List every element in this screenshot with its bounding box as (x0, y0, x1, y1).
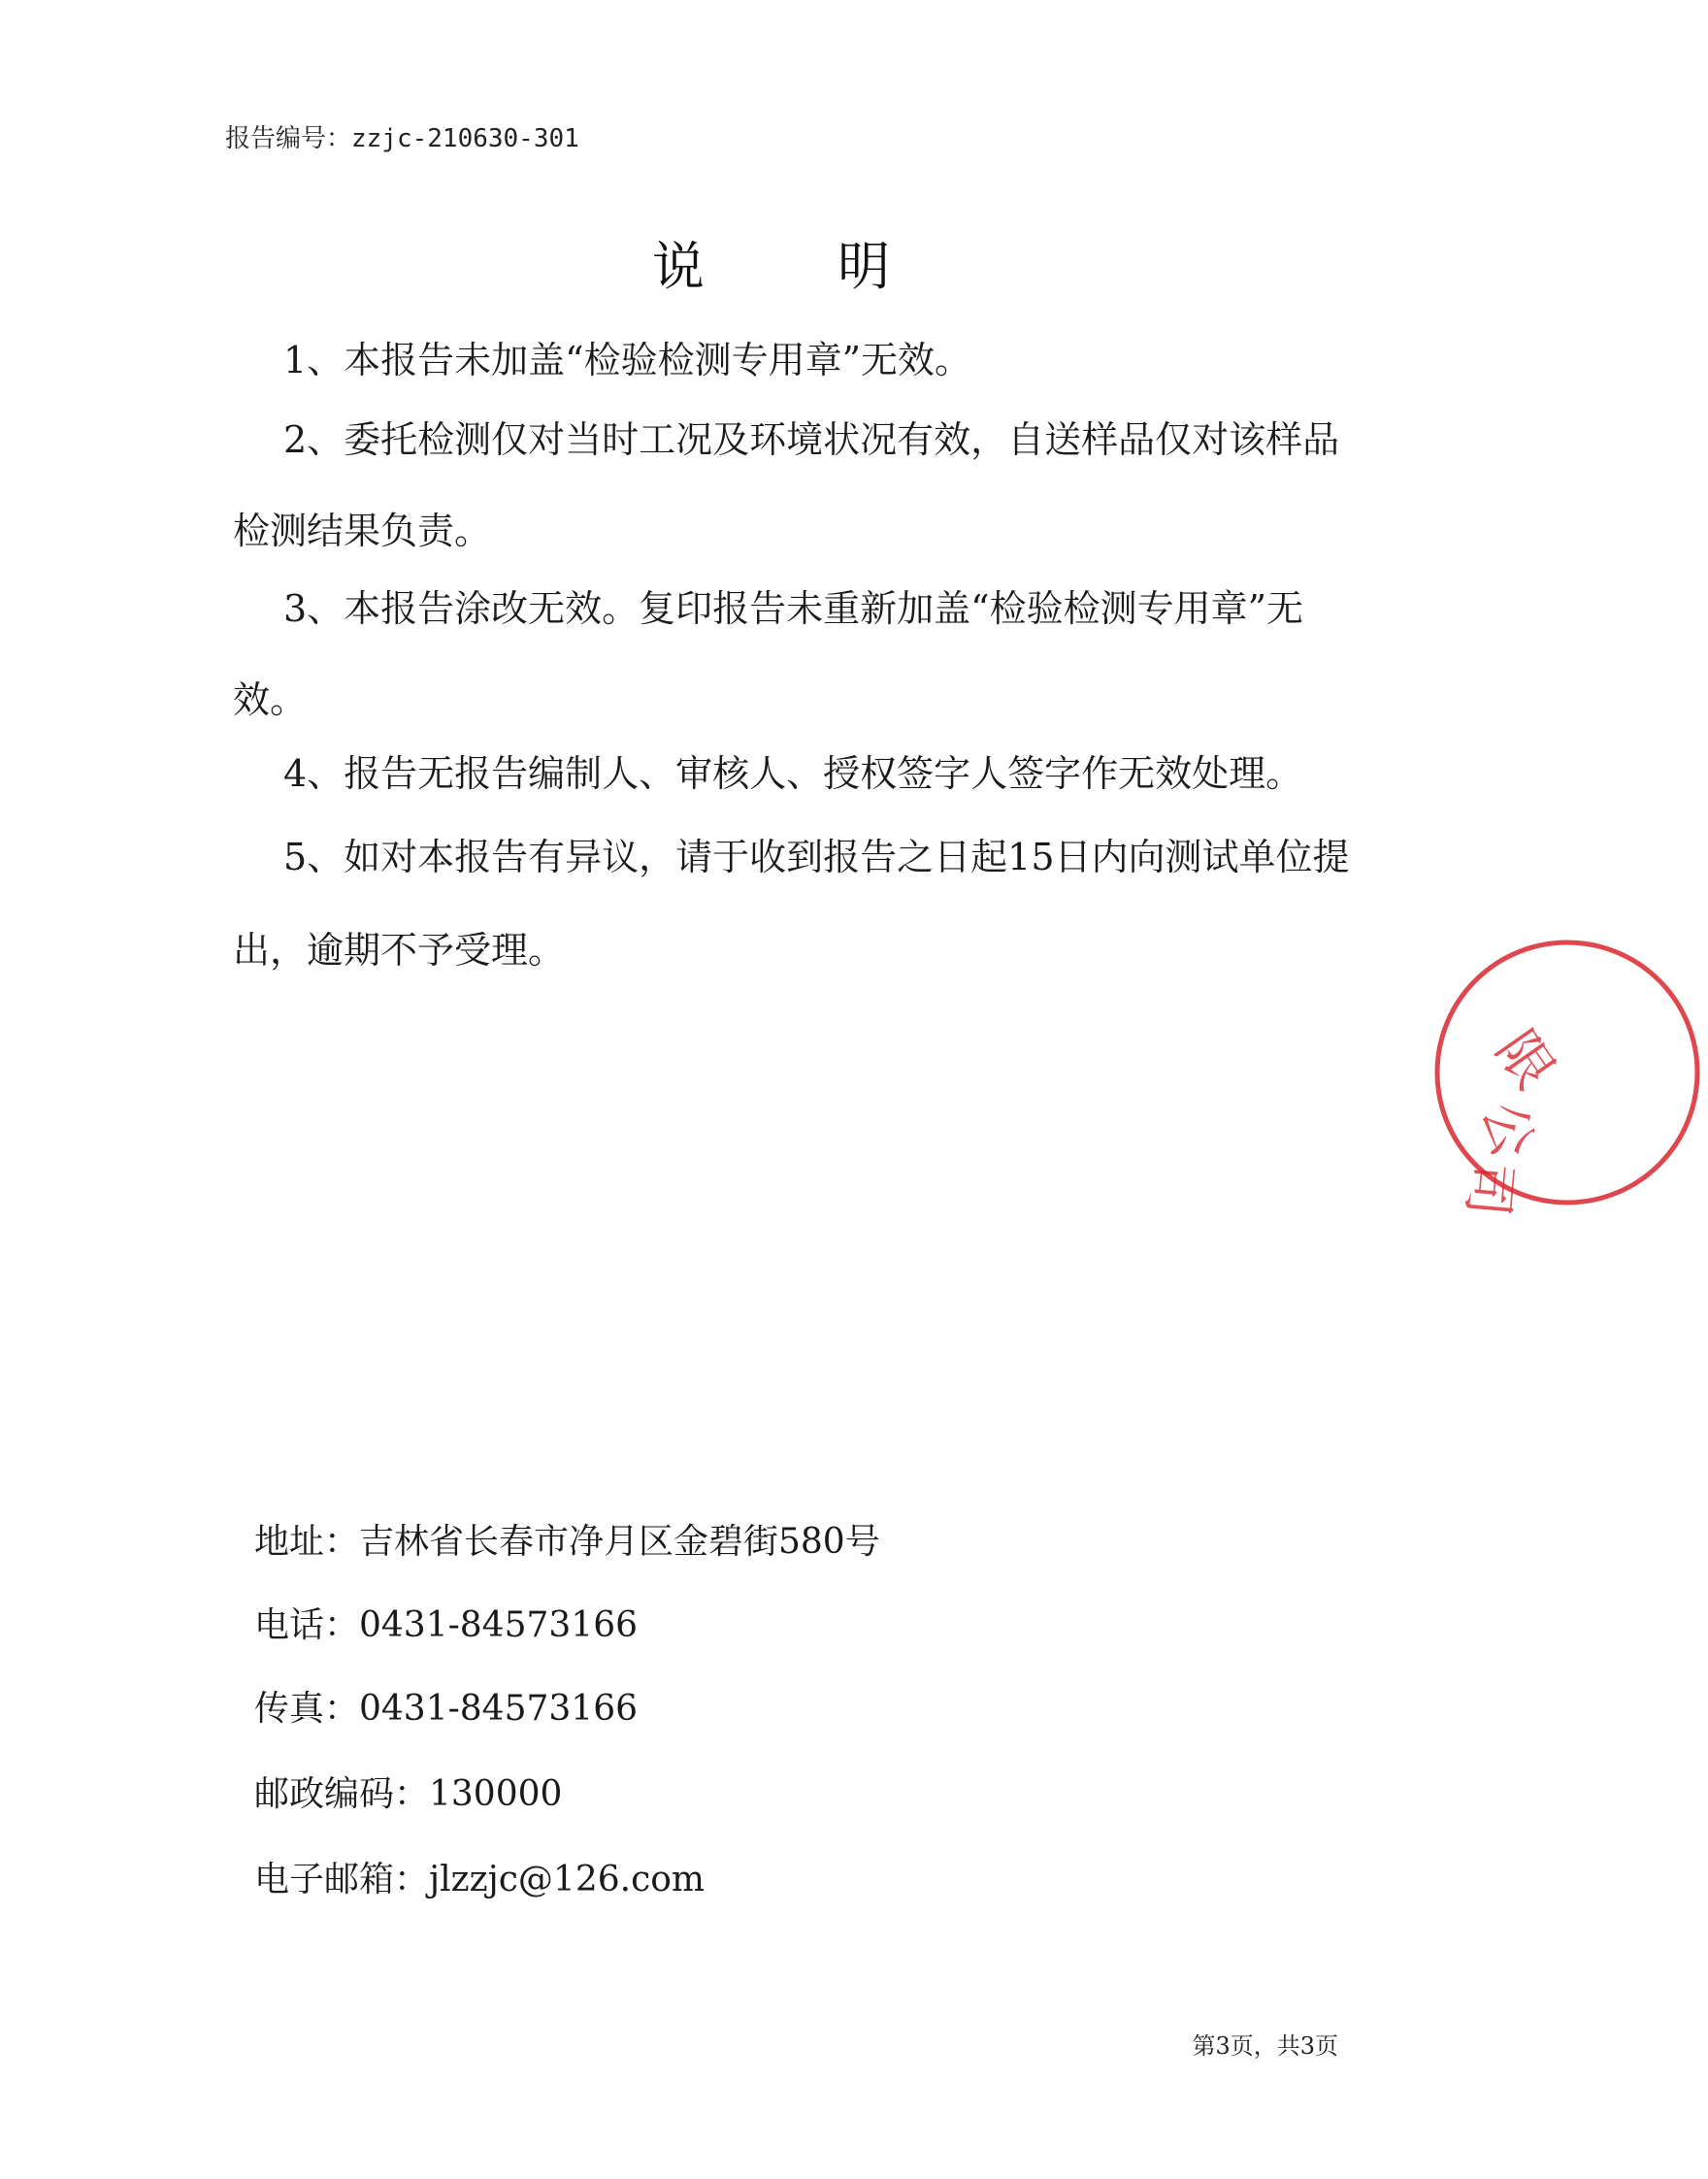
contact-phone: 电话：0431-84573166 (254, 1605, 639, 1645)
note-2-line-1: 2、委托检测仅对当时工况及环境状况有效，自送样品仅对该样品 (283, 418, 1340, 461)
svg-text:限: 限 (1483, 1019, 1566, 1101)
report-number: 报告编号：zzjc-210630-301 (225, 124, 579, 153)
note-3-line-1: 3、本报告涂改无效。复印报告未重新加盖“检验检测专用章”无 (283, 587, 1304, 630)
note-1: 1、本报告未加盖“检验检测专用章”无效。 (283, 339, 972, 381)
svg-text:司: 司 (1455, 1159, 1523, 1220)
contact-postcode: 邮政编码：130000 (254, 1774, 563, 1814)
page-title: 说 明 (651, 236, 949, 297)
contact-address: 地址：吉林省长春市净月区金碧街580号 (254, 1522, 880, 1562)
company-seal (1427, 932, 1708, 1220)
note-5-line-1: 5、如对本报告有异议，请于收到报告之日起15日内向测试单位提 (283, 836, 1350, 878)
contact-fax: 传真：0431-84573166 (254, 1689, 639, 1729)
note-5-line-2: 出，逾期不予受理。 (233, 929, 566, 972)
contact-email: 电子邮箱：jlzzjc@126.com (254, 1860, 706, 1899)
note-3-line-2: 效。 (233, 678, 308, 721)
note-4: 4、报告无报告编制人、审核人、授权签字人签字作无效处理。 (283, 752, 1303, 795)
page-number: 第3页，共3页 (1192, 2032, 1338, 2060)
note-2-line-2: 检测结果负责。 (233, 510, 492, 552)
svg-text:公: 公 (1469, 1095, 1545, 1165)
